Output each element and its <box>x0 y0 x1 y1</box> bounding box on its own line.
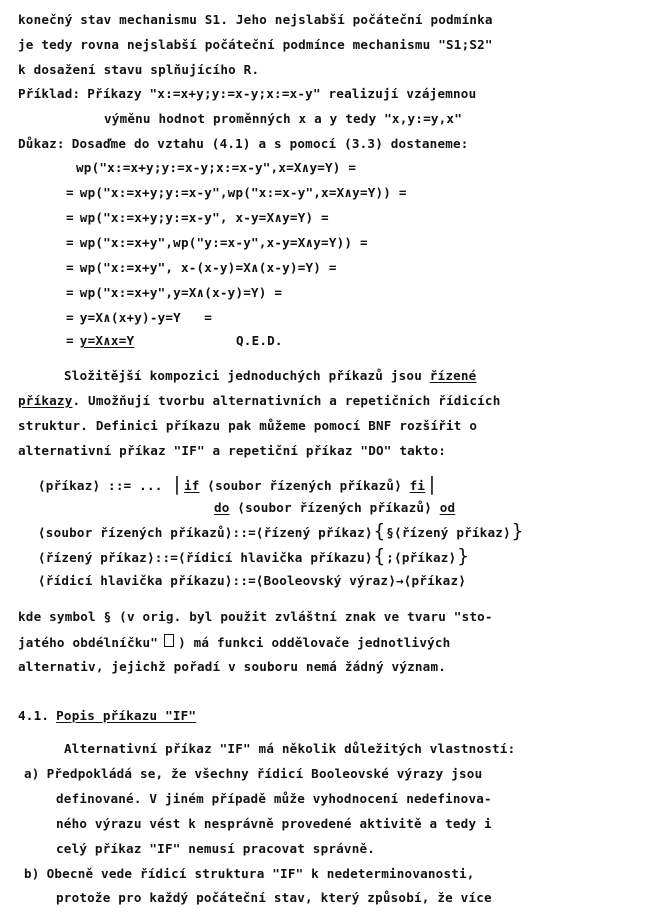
bnf-rule-2-body: ⟨soubor řízených příkazů⟩ <box>229 500 440 515</box>
proof-step-text: wp("x:=x+y",wp("y:=x-y",x-y=X∧y=Y)) = <box>79 235 368 250</box>
bnf-brace-open: { <box>373 520 386 542</box>
list-item-a-line-4: celý příkaz "IF" nemusí pracovat správně. <box>56 841 376 856</box>
proof-step <box>66 285 282 301</box>
para1-line-2 <box>18 393 501 409</box>
para1-line-4: alternativní příkaz "IF" a repetiční příkaz "DO" takto: <box>18 443 447 458</box>
para2-line-2 <box>18 634 450 651</box>
bnf-keyword-if: if <box>183 478 200 493</box>
example-label: Příklad: <box>18 86 81 101</box>
para2-line-1: kde symbol § (v orig. byl použit zvláštní znak ve tvaru "sto- <box>18 609 493 624</box>
proof-step <box>66 310 212 326</box>
bnf-rule-4 <box>38 545 470 567</box>
proof-step-text: wp("x:=x+y", x-(x-y)=X∧(x-y)=Y) = <box>79 260 337 275</box>
bnf-rule-1-body: ⟨soubor řízených příkazů⟩ <box>199 478 410 493</box>
bnf-rule-1 <box>38 473 439 495</box>
bnf-brace-open-2: { <box>373 545 386 567</box>
para1-text-2: . Umožňují tvorbu alternativních a repetičních řídicích <box>72 393 501 408</box>
example-text-1: Příkazy "x:=x+y;y:=x-y;x:=x-y" realizují vzájemnou <box>87 86 477 101</box>
bnf-bar-right: | <box>426 473 438 495</box>
proof-step-equals: = <box>66 235 74 250</box>
example-line-1 <box>18 86 476 102</box>
section-number: 4.1. <box>18 708 50 723</box>
example-line-2: výměnu hodnot proměnných x a y tedy "x,y:=y,x" <box>104 111 462 126</box>
list-a-text-1: Předpokládá se, že všechny řídicí Booleovské výrazy jsou <box>46 766 483 781</box>
bnf-rule-2 <box>214 500 455 516</box>
bnf-brace-close: } <box>511 520 524 542</box>
bnf-rule-3-lhs: ⟨soubor řízených příkazů⟩::=⟨řízený příkaz⟩ <box>38 525 373 540</box>
para3-line-1: Alternativní příkaz "IF" má několik důležitých vlastností: <box>64 741 516 756</box>
proof-label: Důkaz: <box>18 136 65 151</box>
para2-line-3: alternativ, jejichž pořadí v souboru nemá žádný význam. <box>18 659 447 674</box>
proof-step-equals: = <box>66 210 74 225</box>
para2-text-2a: jatého obdélníčku" <box>18 635 159 650</box>
proof-step-text: wp("x:=x+y;y:=x-y;x:=x-y",x=X∧y=Y) = <box>76 160 357 175</box>
proof-step-text: y=X∧x=Y <box>79 333 135 348</box>
intro-line-2: je tedy rovna nejslabší počáteční podmínce mechanismu "S1;S2" <box>18 37 493 52</box>
bnf-rule-3-body: §⟨řízený příkaz⟩ <box>386 525 511 540</box>
para1-text-1: Složitější kompozici jednoduchých příkazů jsou <box>64 368 430 383</box>
para1-term-1: řízené <box>429 368 477 383</box>
proof-step <box>66 210 329 226</box>
proof-step-text: y=X∧(x+y)-y=Y = <box>79 310 213 325</box>
intro-line-3: k dosažení stavu splňujícího R. <box>18 62 260 77</box>
list-item-b-line-2: protože pro každý počáteční stav, který způsobí, že více <box>56 890 492 905</box>
list-item-a-line-2: definované. V jiném případě může vyhodnocení nedefinova- <box>56 791 492 806</box>
list-item-a-line-1 <box>24 766 482 782</box>
proof-text-1: Dosaďme do vztahu (4.1) a s pomocí (3.3) dostaneme: <box>71 136 469 151</box>
para1-line-1 <box>64 368 476 384</box>
rectangle-symbol-icon <box>164 634 174 647</box>
bnf-bar-left: | <box>171 473 183 495</box>
proof-qed: Q.E.D. <box>236 333 283 348</box>
proof-step-text: wp("x:=x+y;y:=x-y", x-y=X∧y=Y) = <box>79 210 329 225</box>
section-title: Popis příkazu "IF" <box>56 708 197 723</box>
proof-step-text: wp("x:=x+y",y=X∧(x-y)=Y) = <box>79 285 283 300</box>
bnf-rule-4-lhs: ⟨řízený příkaz⟩::=⟨řídicí hlavička příkazu⟩ <box>38 550 373 565</box>
bnf-keyword-od: od <box>439 500 456 515</box>
list-b-text-1: Obecně vede řídicí struktura "IF" k nedeterminovanosti, <box>46 866 475 881</box>
proof-step <box>76 160 356 176</box>
intro-line-1: konečný stav mechanismu S1. Jeho nejslabší počáteční podmínka <box>18 12 493 27</box>
bnf-rule-1-lhs: ⟨příkaz⟩ ::= ... <box>38 478 171 493</box>
proof-step-text: wp("x:=x+y;y:=x-y",wp("x:=x-y",x=X∧y=Y)) = <box>79 185 407 200</box>
list-mark-b: b) <box>24 866 40 881</box>
section-heading <box>18 708 196 724</box>
list-item-b-line-1 <box>24 866 475 882</box>
proof-line-1 <box>18 136 469 152</box>
proof-step <box>66 235 368 251</box>
proof-step-equals: = <box>66 333 74 348</box>
bnf-brace-close-2: } <box>457 545 469 567</box>
bnf-rule-4-body: ;⟨příkaz⟩ <box>386 550 457 565</box>
list-item-a-line-3: ného výrazu vést k nesprávně provedené aktivitě a tedy i <box>56 816 492 831</box>
proof-step <box>66 185 407 201</box>
bnf-keyword-fi: fi <box>409 478 426 493</box>
proof-step-equals: = <box>66 185 74 200</box>
proof-step-equals: = <box>66 285 74 300</box>
para1-line-3: struktur. Definici příkazu pak můžeme pomocí BNF rozšířit o <box>18 418 478 433</box>
proof-step <box>66 333 134 349</box>
bnf-rule-3 <box>38 520 524 542</box>
proof-step <box>66 260 337 276</box>
list-mark-a: a) <box>24 766 40 781</box>
bnf-keyword-do: do <box>214 500 230 515</box>
proof-step-equals: = <box>66 310 74 325</box>
para1-term-2: příkazy <box>18 393 73 408</box>
para2-text-2b: ) má funkci oddělovače jednotlivých <box>178 635 451 650</box>
bnf-rule-5: ⟨řídicí hlavička příkazu⟩::=⟨Booleovský výraz⟩→⟨příkaz⟩ <box>38 573 467 588</box>
proof-step-equals: = <box>66 260 74 275</box>
